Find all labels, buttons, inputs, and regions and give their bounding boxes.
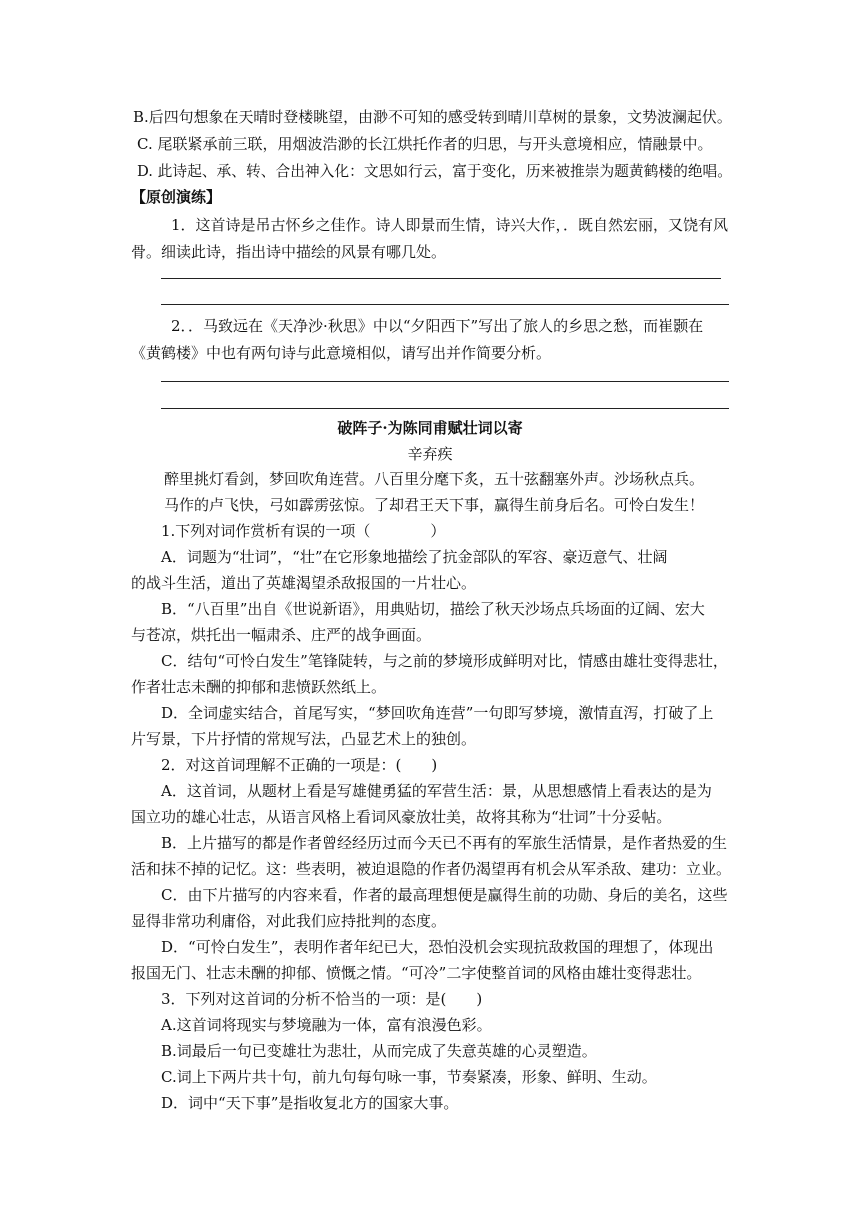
q1-option-d-cont: 片写景，下片抒情的常规写法，凸显艺术上的独创。 [131, 730, 477, 748]
q3-option-c: C.词上下两片共十句，前九句每句咏一事，节奏紧凑，形象、鲜明、生动。 [161, 1068, 657, 1086]
option-d-prev: D. 此诗起、承、转、合出神入化：文思如行云，富于变化，历来被推崇为题黄鹤楼的绝唱。 [137, 162, 733, 180]
section-heading: 【原创演练】 [131, 188, 222, 206]
answer-line [161, 381, 729, 382]
answer-line [161, 304, 729, 305]
answer-line [161, 278, 721, 279]
q2-option-a-cont: 国立功的雄心壮志，从语言风格上看词风豪放壮美，故将其称为“壮词”十分妥帖。 [131, 808, 672, 826]
option-c-prev: C. 尾联紧承前三联，用烟波浩渺的长江烘托作者的归思，与开头意境相应，情融景中。 [137, 135, 713, 153]
q1-option-b-cont: 与苍凉，烘托出一幅肃杀、庄严的战争画面。 [131, 626, 432, 644]
q1-option-a-cont: 的战斗生活，道出了英雄渴望杀敌报国的一片壮心。 [131, 574, 477, 592]
q2-option-b: B．上片描写的都是作者曾经经历过而今天已不再有的军旅生活情景，是作者热爱的生 [161, 834, 728, 852]
q1-option-b: B．“八百里”出自《世说新语》，用典贴切，描绘了秋天沙场点兵场面的辽阔、宏大 [161, 600, 705, 618]
q2-option-b-cont: 活和抹不掉的记忆。这：些表明，被迫退隐的作者仍渴望再有机会从军杀敌、建功：立业。 [131, 860, 732, 878]
q1-option-a: A．词题为“壮词”，“壮”在它形象地描绘了抗金部队的军容、豪迈意气、壮阔 [161, 548, 668, 566]
option-b-prev: B.后四句想象在天晴时登楼眺望，由渺不可知的感受转到晴川草树的景象，文势波澜起伏。 [133, 108, 732, 126]
poem-author: 辛弃疾 [407, 445, 453, 463]
q1-option-d: D．全词虚实结合，首尾写实，“梦回吹角连营”一句即写梦境，激情直泻，打破了上 [161, 704, 714, 722]
q1-option-c: C．结句“可怜白发生”笔锋陡转，与之前的梦境形成鲜明对比，情感由雄壮变得悲壮， [161, 652, 728, 670]
practice-q2-line1: 2．．马致远在《天净沙·秋思》中以“夕阳西下”写出了旅人的乡思之愁，而崔颢在 [171, 317, 704, 335]
q2-option-d-cont: 报国无门、壮志未酬的抑郁、愤慨之情。“可冷”二字使整首词的风格由雄壮变得悲壮。 [131, 964, 702, 982]
q3-option-a: A.这首词将现实与梦境融为一体，富有浪漫色彩。 [161, 1016, 492, 1034]
q3-stem: 3．下列对这首词的分析不恰当的一项：是( ) [161, 990, 483, 1008]
answer-line [161, 408, 729, 409]
q2-option-a: A．这首词，从题材上看是写雄健勇猛的军营生活：景，从思想感情上看表达的是为 [161, 782, 712, 800]
q2-option-c-cont: 显得非常功利庸俗，对此我们应持批判的态度。 [131, 912, 447, 930]
q2-option-d: D．“可怜白发生”，表明作者年纪已大，恐怕没机会实现抗敌救国的理想了，体现出 [161, 938, 714, 956]
practice-q1-line1: 1．这首诗是吊古怀乡之佳作。诗人即景而生情，诗兴大作，．既自然宏丽，又饶有风 [171, 216, 729, 234]
poem-title: 破阵子·为陈同甫赋壮词以寄 [337, 419, 523, 437]
q2-stem: 2．对这首词理解不正确的一项是：( ) [161, 756, 438, 774]
poem-line: 马作的卢飞快，弓如霹雳弦惊。了却君王天下事，赢得生前身后名。可怜白发生！ [164, 496, 705, 514]
poem-line: 醉里挑灯看剑，梦回吹角连营。八百里分麾下炙，五十弦翻塞外声。沙场秋点兵。 [164, 470, 705, 488]
q3-option-b: B.词最后一句已变雄壮为悲壮，从而完成了失意英雄的心灵塑造。 [161, 1042, 597, 1060]
q3-option-d: D．词中“天下事”是指收复北方的国家大事。 [161, 1094, 459, 1112]
q1-option-c-cont: 作者壮志未酬的抑郁和悲愤跃然纸上。 [131, 678, 387, 696]
q1-stem: 1.下列对词作赏析有误的一项（ ） [161, 522, 446, 540]
q2-option-c: C．由下片描写的内容来看，作者的最高理想便是赢得生前的功勋、身后的美名，这些 [161, 886, 728, 904]
practice-q1-line2: 骨。细读此诗，指出诗中描绘的风景有哪几处。 [131, 243, 447, 261]
practice-q2-line2: 《黄鹤楼》中也有两句诗与此意境相似，请写出并作简要分析。 [131, 344, 552, 362]
